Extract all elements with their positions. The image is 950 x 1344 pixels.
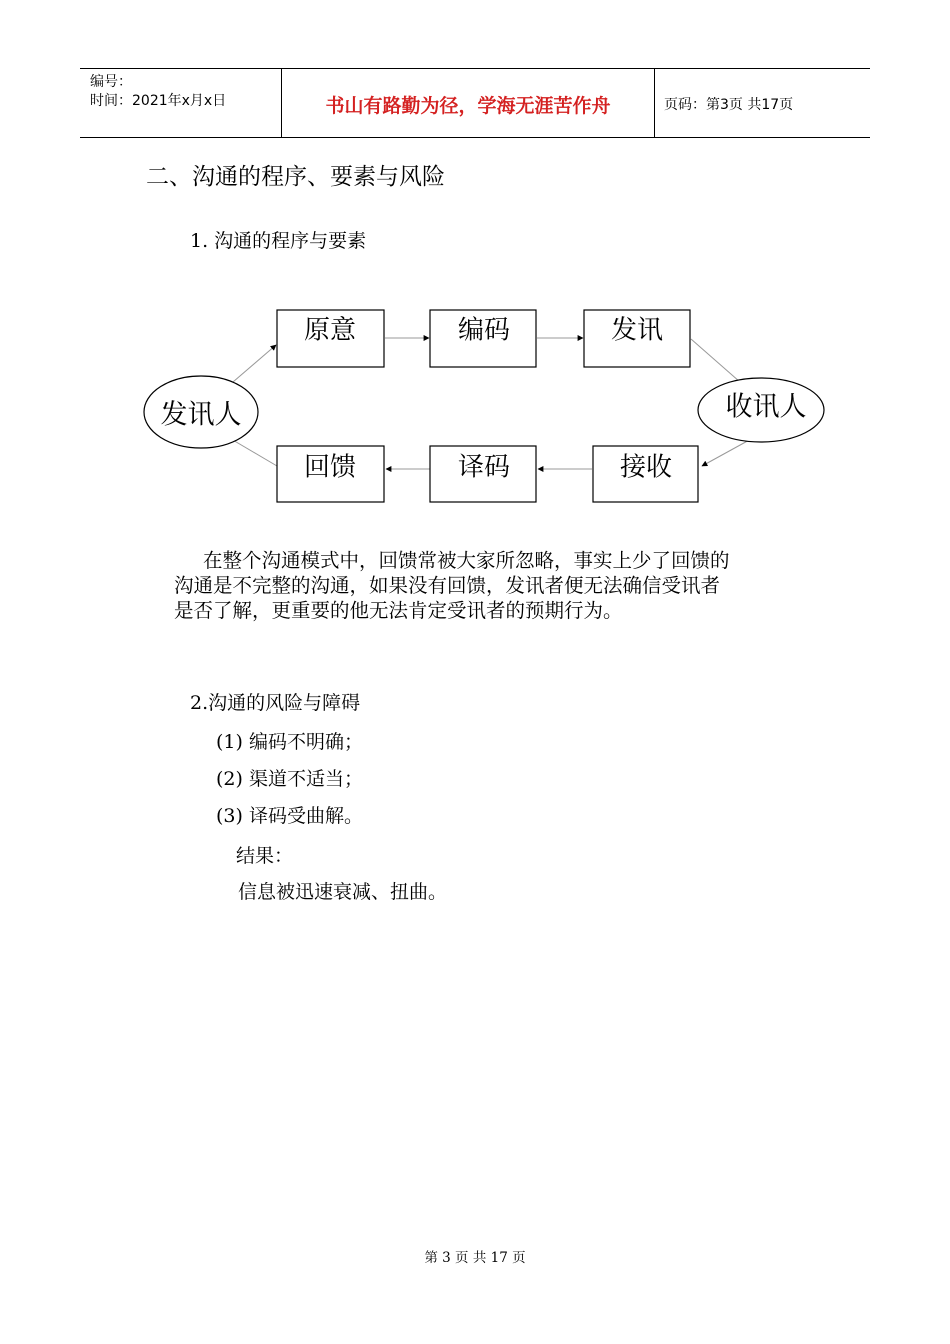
- body-paragraph: [174, 548, 814, 623]
- svg-text:编码: 编码: [457, 315, 511, 346]
- risk-item: (2) 渠道不适当；: [216, 768, 363, 790]
- paragraph-line: 是否了解，更重要的他无法肯定受讯者的预期行为。: [174, 599, 623, 622]
- header-motto: 书山有路勤为径，学海无涯苦作舟: [325, 95, 611, 117]
- sender-label: 发讯人: [160, 399, 242, 431]
- step-intent: [277, 310, 384, 367]
- result-text: 信息被迅速衰减、扭曲。: [238, 881, 448, 903]
- step-send: [584, 310, 690, 367]
- step-receive: [593, 446, 698, 502]
- receiver-node: [698, 378, 824, 442]
- step-encode: [430, 310, 536, 367]
- svg-text:回馈: 回馈: [303, 452, 357, 483]
- document-header: [80, 68, 870, 138]
- paragraph-line: 在整个沟通模式中，回馈常被大家所忽略，事实上少了回馈的: [203, 549, 730, 572]
- section-title: 二、沟通的程序、要素与风险: [146, 164, 445, 190]
- risk-item: (3) 译码受曲解。: [216, 805, 363, 827]
- svg-text:原意: 原意: [303, 315, 357, 346]
- sender-node: [144, 376, 258, 448]
- header-number: 编号：: [90, 74, 132, 90]
- header-divider: [654, 69, 655, 137]
- risk-item: (1) 编码不明确；: [216, 731, 363, 753]
- svg-text:接收: 接收: [619, 452, 673, 483]
- page-footer: 第 3 页 共 17 页: [424, 1250, 526, 1266]
- header-meta: [90, 73, 226, 111]
- result-label: 结果：: [236, 845, 294, 867]
- header-date: 时间：2021年x月x日: [90, 93, 227, 109]
- svg-text:译码: 译码: [457, 452, 511, 483]
- step-feedback: [277, 446, 384, 502]
- communication-process-diagram: [0, 290, 950, 520]
- svg-text:发讯: 发讯: [610, 315, 664, 346]
- receiver-label: 收讯人: [725, 391, 807, 423]
- arrow-sender-to-intent: [226, 345, 276, 388]
- step-decode: [430, 446, 536, 502]
- subsection-title-risks: 2.沟通的风险与障碍: [190, 692, 361, 714]
- subsection-title-process: 1. 沟通的程序与要素: [190, 230, 367, 252]
- header-page-info: 页码：第3页 共17页: [664, 97, 794, 113]
- paragraph-line: 沟通是不完整的沟通，如果没有回馈，发讯者便无法确信受讯者: [174, 574, 721, 597]
